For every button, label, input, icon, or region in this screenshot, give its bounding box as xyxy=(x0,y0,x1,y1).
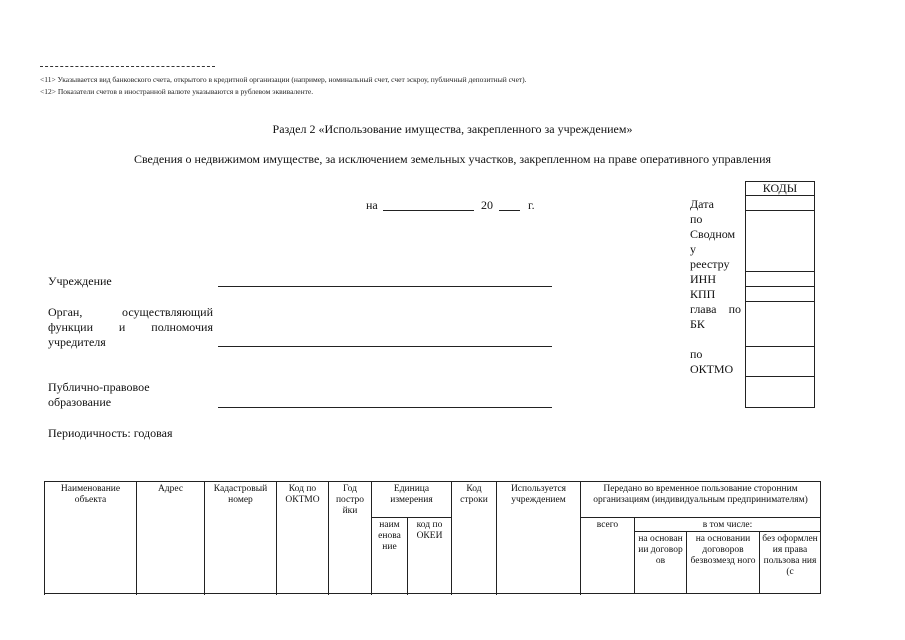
codes-date-label xyxy=(690,197,735,272)
header-unit: Единица измерения xyxy=(372,482,452,518)
header-including: в том числе: xyxy=(635,518,821,532)
footnote-separator xyxy=(40,66,215,67)
founder-word-3: функции xyxy=(48,320,93,334)
founder-label-line2 xyxy=(48,320,213,335)
footnote-11: <11> Указывается вид банковского счета, открытого в кредитной организации (например, номинальный счет, счет эскроу, публичный депозитный счет). xyxy=(40,75,527,84)
header-gratuitous: на основании договоров безвозмезд ного xyxy=(687,532,760,594)
header-year-built: Год постро йки xyxy=(329,482,372,594)
founder-word-4: и xyxy=(118,320,126,334)
year-prefix: 20 xyxy=(481,198,493,212)
founder-word-1: Орган, xyxy=(48,305,83,319)
public-entity-line1: Публично-правовое xyxy=(48,380,150,394)
institution-label: Учреждение xyxy=(48,274,112,288)
year-suffix: г. xyxy=(528,198,535,212)
header-oktmo-code: Код по ОКТМО xyxy=(277,482,329,594)
codes-bk-line2: БК xyxy=(690,317,705,331)
codes-table xyxy=(745,181,815,408)
year-underline[interactable] xyxy=(499,210,520,211)
codes-kpp-cell[interactable] xyxy=(746,287,815,302)
codes-bk-line1 xyxy=(690,302,741,317)
codes-date-line: реестру xyxy=(690,257,730,271)
codes-date-line: по xyxy=(690,212,703,226)
header-unit-name: наим енова ние xyxy=(372,518,408,594)
codes-date-line: Сводном xyxy=(690,227,736,241)
header-row-code: Код строки xyxy=(452,482,497,594)
codes-date-cell[interactable] xyxy=(746,196,815,211)
periodicity-label: Периодичность: годовая xyxy=(48,426,173,440)
header-address: Адрес xyxy=(137,482,205,594)
codes-inn-label: ИНН xyxy=(690,272,716,286)
header-total: всего xyxy=(581,518,635,594)
header-without-rights: без оформлен ия права пользова ния (с xyxy=(760,532,821,594)
header-unit-code: код по ОКЕИ xyxy=(408,518,452,594)
header-transferred: Передано во временное пользование сторонним организациям (индивидуальным предпринимателям) xyxy=(581,482,821,518)
founder-underline[interactable] xyxy=(218,346,552,347)
section-subtitle: Сведения о недвижимом имуществе, за исключением земельных участков, закрепленном на праве оперативного управления xyxy=(133,152,772,166)
codes-header: КОДЫ xyxy=(746,182,815,196)
header-cadastral: Кадастровый номер xyxy=(205,482,277,594)
institution-underline[interactable] xyxy=(218,286,552,287)
codes-oktmo-line2: ОКТМО xyxy=(690,362,734,376)
footnote-12: <12> Показатели счетов в иностранной валюте указываются в рублевом эквиваленте. xyxy=(40,87,314,96)
date-prefix: на xyxy=(366,198,378,212)
header-used: Используется учреждением xyxy=(497,482,581,594)
codes-bk-word-2: по xyxy=(728,302,741,316)
founder-label-line3: учредителя xyxy=(48,335,106,349)
header-basis-contracts: на основан ии договор ов xyxy=(635,532,687,594)
founder-word-2: осуществляющий xyxy=(122,305,213,319)
codes-date-line: у xyxy=(690,242,696,256)
public-entity-line2: образование xyxy=(48,395,112,409)
founder-label-line1 xyxy=(48,305,213,320)
public-entity-underline[interactable] xyxy=(218,407,552,408)
codes-oktmo-cell[interactable] xyxy=(746,347,815,377)
codes-bk-word-1: глава xyxy=(690,302,717,316)
codes-oktmo-line1: по xyxy=(690,347,703,361)
codes-inn-cell[interactable] xyxy=(746,272,815,287)
section-title: Раздел 2 «Использование имущества, закрепленного за учреждением» xyxy=(272,122,633,136)
codes-extra-cell[interactable] xyxy=(746,377,815,408)
codes-kpp-label: КПП xyxy=(690,287,716,301)
header-name: Наименование объекта xyxy=(45,482,137,594)
codes-date-line: Дата xyxy=(690,197,714,211)
date-underline[interactable] xyxy=(383,210,474,211)
founder-word-5: полномочия xyxy=(151,320,213,334)
property-table xyxy=(44,481,821,594)
codes-registry-cell[interactable] xyxy=(746,211,815,272)
codes-bk-cell[interactable] xyxy=(746,302,815,347)
